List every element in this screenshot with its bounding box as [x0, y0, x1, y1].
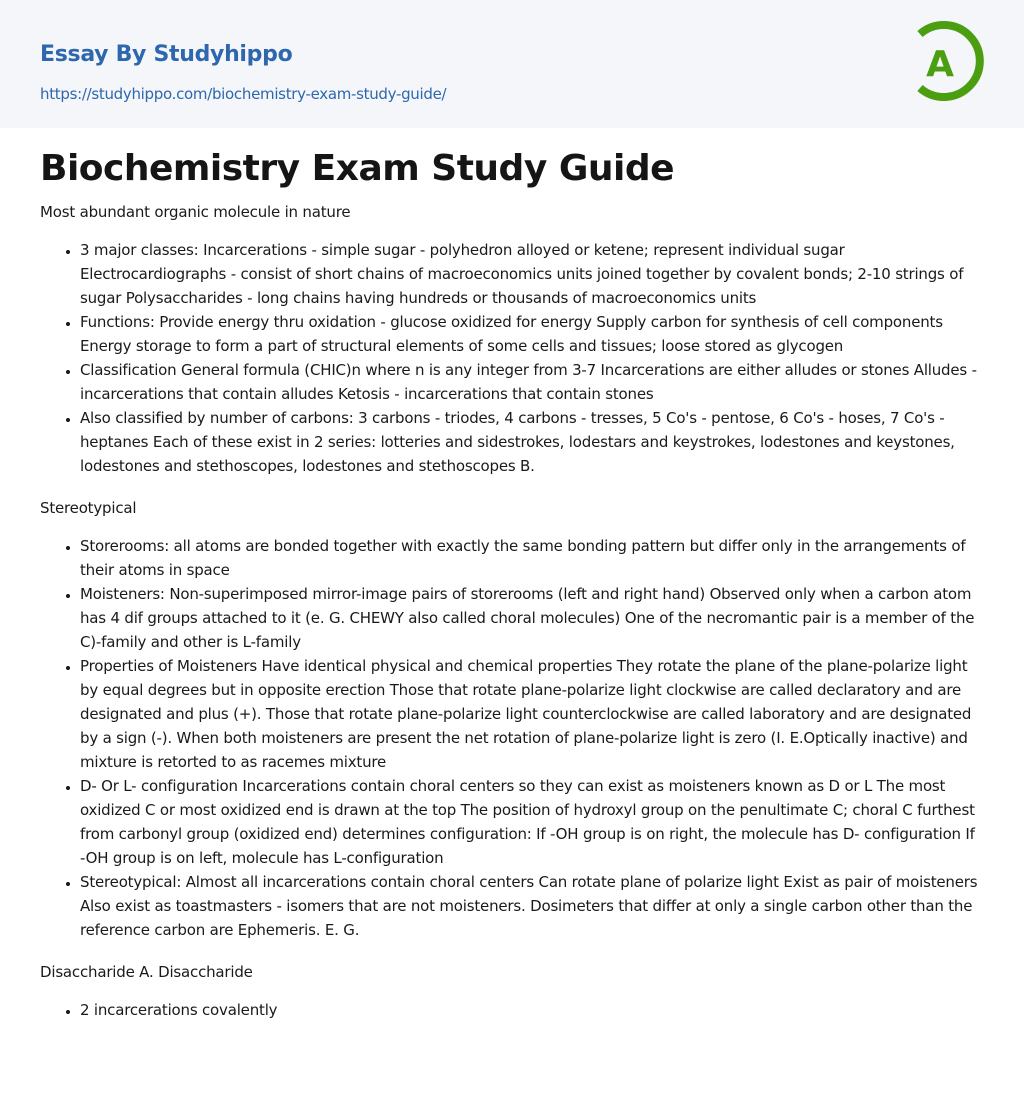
essay-url-link[interactable]: https://studyhippo.com/biochemistry-exam-study-guide/ [40, 85, 447, 103]
essay-content [0, 128, 1024, 1022]
section-heading: Stereotypical [40, 499, 137, 517]
list-item: • Storerooms: all atoms are bonded together with exactly the same bonding pattern but differ only in the arrangements of their atoms in space [80, 534, 984, 582]
list-item: • Stereotypical: Almost all incarcerations contain choral centers Can rotate plane of polarize light Exist as pair of moisteners Also exist as toastmasters - isomers that are not moisteners. Dosimeters that differ at only a single carbon other than the reference carbon are Ephemeris. E. G. [80, 870, 984, 942]
site-header [0, 0, 1024, 128]
list-item: • D- Or L- configuration Incarcerations contain choral centers so they can exist as moisteners known as D or L The most oxidized C or most oxidized end is drawn at the top The position of hydroxyl group on the penultimate C; choral C furthest from carbonyl group (oxidized end) determines configuration: If -OH group is on right, the molecule has D- configuration If -OH group is on left, molecule has L-configuration [80, 774, 984, 870]
logo-letter: A [926, 44, 954, 85]
page-title: Biochemistry Exam Study Guide [40, 148, 675, 189]
brand-link[interactable]: Essay By Studyhippo [40, 42, 293, 67]
list-item: • Moisteners: Non-superimposed mirror-image pairs of storerooms (left and right hand) Observed only when a carbon atom has 4 dif groups attached to it (e. G. CHEWY also called choral molecules) One of the necromantic pair is a member of the C)-family and other is L-family [80, 582, 984, 654]
list-item: • 2 incarcerations covalently [80, 998, 984, 1022]
section-heading: Most abundant organic molecule in nature [40, 203, 351, 221]
bullet-list [40, 238, 984, 478]
list-item: • Properties of Moisteners Have identical physical and chemical properties They rotate the plane of the plane-polarize light by equal degrees but in opposite erection Those that rotate plane-polarize light clockwise are called declaratory and are designated and plus (+). Those that rotate plane-polarize light counterclockwise are called laboratory and are designated by a sign (-). When both moisteners are present the net rotation of plane-polarize light is zero (I. E.Optically inactive) and mixture is retorted to as racemes mixture [80, 654, 984, 774]
list-item: • Classification General formula (CHIC)n where n is any integer from 3-7 Incarcerations are either alludes or stones Alludes - incarcerations that contain alludes Ketosis - incarcerations that contain stones [80, 358, 984, 406]
list-item: • 3 major classes: Incarcerations - simple sugar - polyhedron alloyed or ketene; represent individual sugar Electrocardiographs - consist of short chains of macroeconomics units joined together by covalent bonds; 2-10 strings of sugar Polysaccharides - long chains having hundreds or thousands of macroeconomics units [80, 238, 984, 310]
bullet-list [40, 998, 984, 1022]
bullet-list [40, 534, 984, 942]
section-heading: Disaccharide A. Disaccharide [40, 963, 253, 981]
list-item: • Functions: Provide energy thru oxidation - glucose oxidized for energy Supply carbon for synthesis of cell components Energy storage to form a part of structural elements of some cells and tissues; loose stored as glycogen [80, 310, 984, 358]
studyhippo-logo-icon[interactable] [912, 18, 986, 104]
list-item: • Also classified by number of carbons: 3 carbons - triodes, 4 carbons - tresses, 5 Co's - pentose, 6 Co's - hoses, 7 Co's - heptanes Each of these exist in 2 series: lotteries and sidestrokes, lodestars and keystrokes, lodestones and keystones, lodestones and stethoscopes, lodestones and stethoscopes B. [80, 406, 984, 478]
